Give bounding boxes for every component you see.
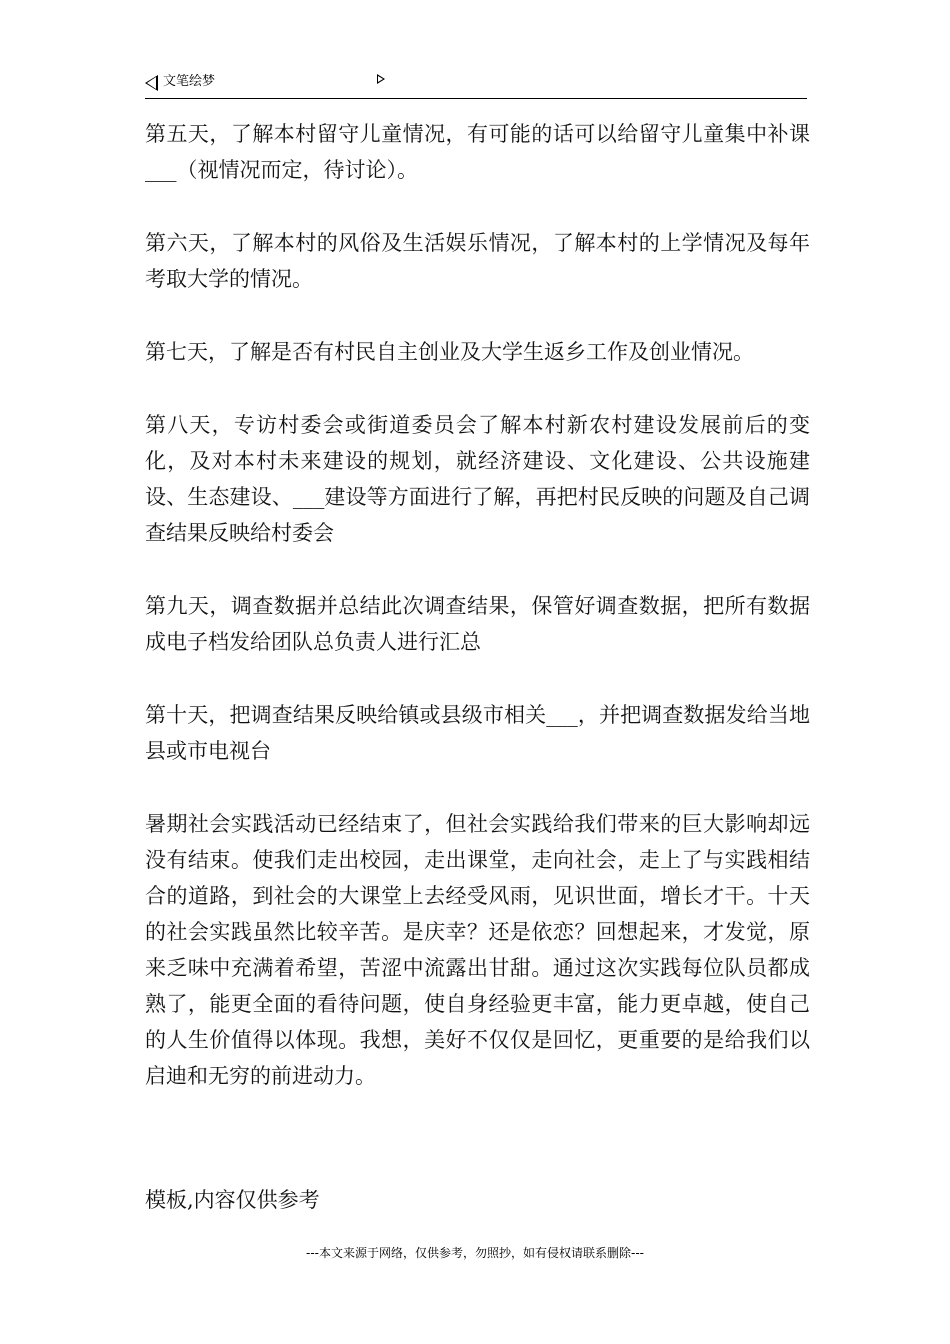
triangle-left-icon [145, 75, 158, 91]
template-note: 模板,内容仅供参考 [145, 1188, 320, 1212]
paragraph-day-6: 第六天，了解本村的风俗及生活娱乐情况，了解本村的上学情况及每年考取大学的情况。 [145, 231, 810, 291]
header-brand: 文笔绘梦 [163, 74, 216, 89]
paragraph-day-7: 第七天，了解是否有村民自主创业及大学生返乡工作及创业情况。 [145, 340, 754, 364]
paragraph-day-9: 第九天，调查数据并总结此次调查结果，保管好调查数据，把所有数据成电子档发给团队总负责人进行汇总 [145, 594, 810, 654]
triangle-right-icon [377, 74, 385, 84]
paragraph-day-5: 第五天，了解本村留守儿童情况，有可能的话可以给留守儿童集中补课___（视情况而定，待讨论）。 [145, 122, 810, 182]
paragraph-day-10: 第十天，把调查结果反映给镇或县级市相关___，并把调查数据发给当地县或市电视台 [145, 703, 810, 763]
page-header [145, 72, 807, 99]
document-body [145, 116, 810, 1131]
paragraph-day-8: 第八天，专访村委会或街道委员会了解本村新农村建设发展前后的变化，及对本村未来建设的规划，就经济建设、文化建设、公共设施建设、生态建设、___建设等方面进行了解，再把村民反映的问题及自己调查结果反映给村委会 [145, 413, 810, 545]
page-footer: ---本文来源于网络，仅供参考，勿照抄，如有侵权请联系删除--- [306, 1246, 644, 1260]
paragraph-summary: 暑期社会实践活动已经结束了，但社会实践给我们带来的巨大影响却远没有结束。使我们走出校园，走出课堂，走向社会，走上了与实践相结合的道路，到社会的大课堂上去经受风雨，见识世面，增长才干。十天的社会实践虽然比较辛苦。是庆幸？还是依恋？回想起来，才发觉，原来乏味中充满着希望，苦涩中流露出甘甜。通过这次实践每位队员都成熟了，能更全面的看待问题，使自身经验更丰富，能力更卓越，使自己的人生价值得以体现。我想，美好不仅仅是回忆，更重要的是给我们以启迪和无穷的前进动力。 [145, 812, 810, 1088]
